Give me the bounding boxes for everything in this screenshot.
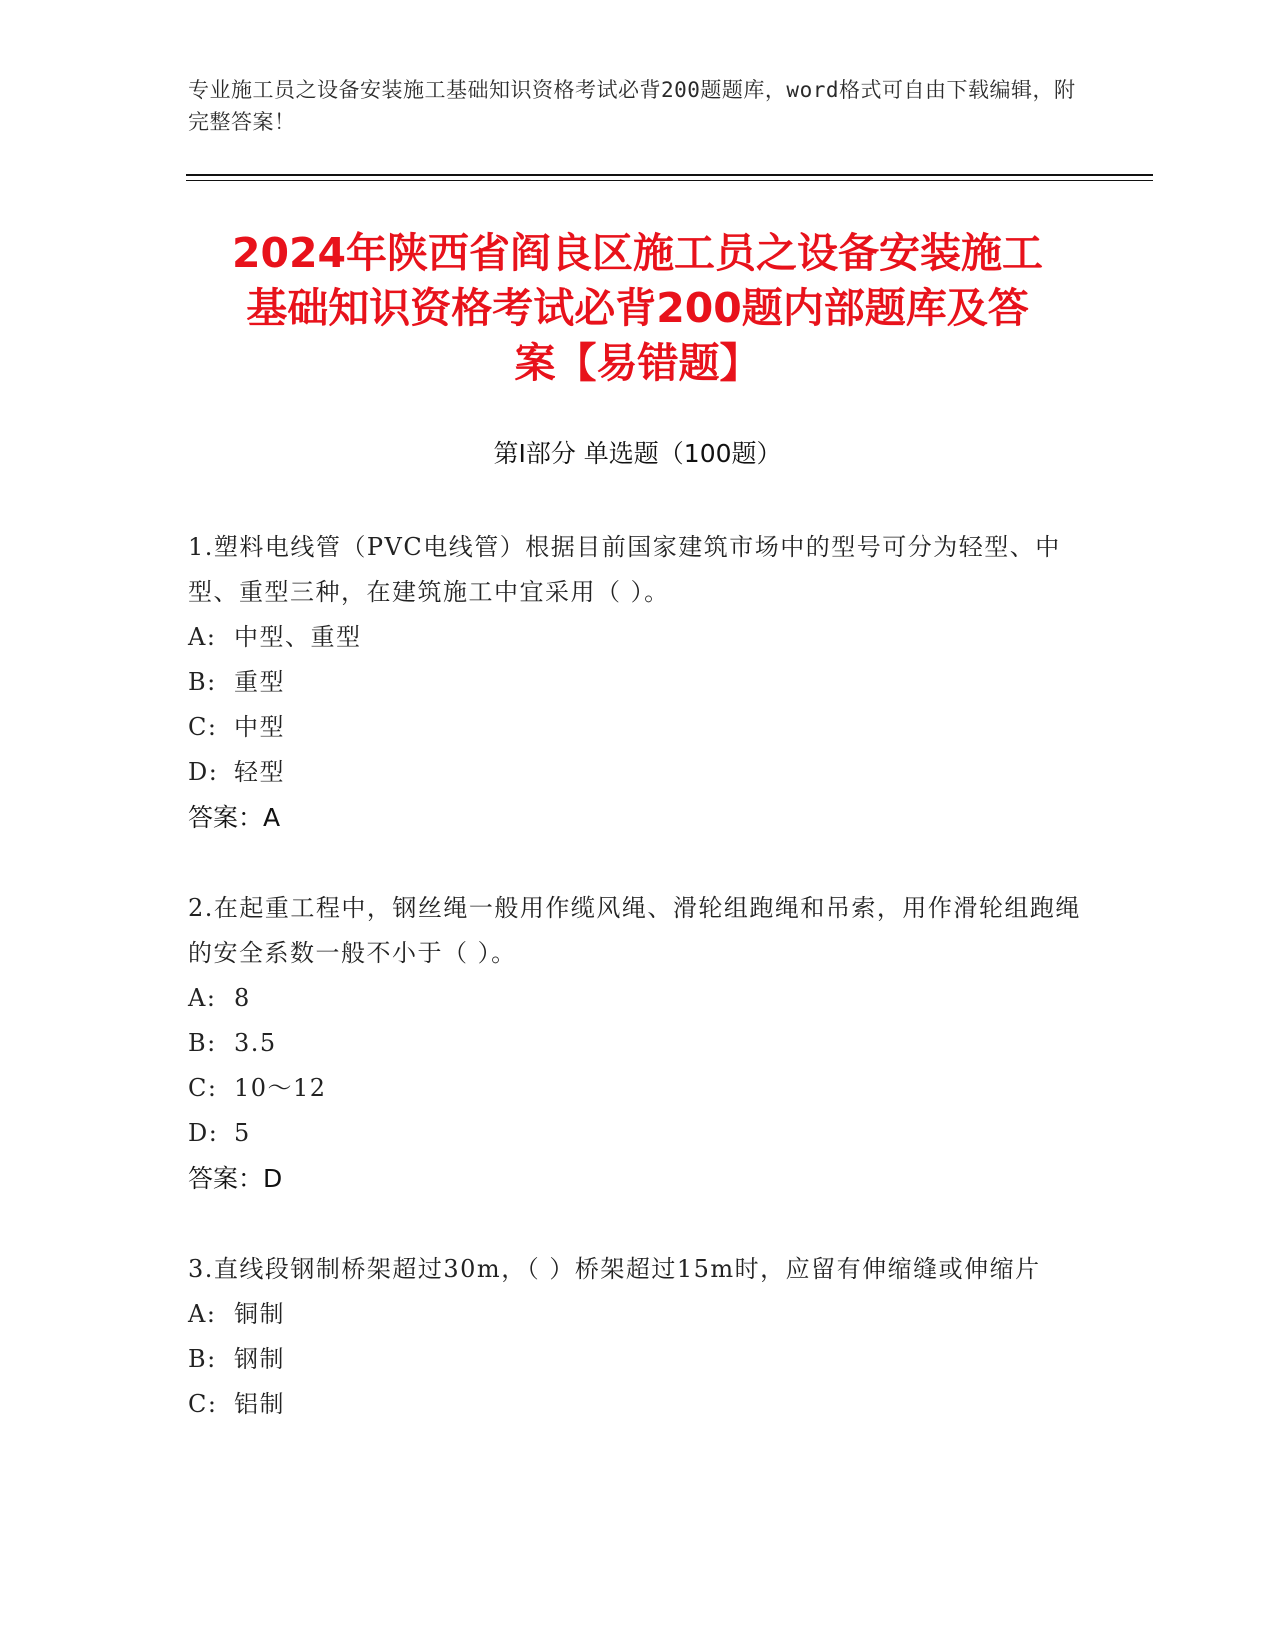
option-text: 3.5 xyxy=(234,1029,277,1057)
question-stem: 2.在起重工程中，钢丝绳一般用作缆风绳、滑轮组跑绳和吊索，用作滑轮组跑绳的安全系数一般不小于（ ）。 xyxy=(188,894,1081,967)
option-c xyxy=(188,1382,1088,1427)
question-2 xyxy=(188,886,1088,1201)
option-b xyxy=(188,1021,1088,1066)
option-c xyxy=(188,1066,1088,1111)
option-c xyxy=(188,705,1088,750)
option-text: 8 xyxy=(234,984,251,1012)
option-text: 中型 xyxy=(234,713,285,741)
header-rule-thin xyxy=(186,180,1153,181)
option-a xyxy=(188,1292,1088,1337)
option-key: C: xyxy=(188,1074,218,1102)
option-d xyxy=(188,750,1088,795)
title-line: 2024年陕西省阎良区施工员之设备安装施工 xyxy=(231,229,1044,277)
option-b xyxy=(188,660,1088,705)
option-text: 铜制 xyxy=(234,1300,285,1328)
question-stem: 1.塑料电线管（PVC电线管）根据目前国家建筑市场中的型号可分为轻型、中型、重型三种，在建筑施工中宜采用（ ）。 xyxy=(188,533,1061,606)
question-stem: 3.直线段钢制桥架超过30m，（ ）桥架超过15m时，应留有伸缩缝或伸缩片 xyxy=(188,1255,1041,1283)
question-list xyxy=(188,525,1088,1473)
option-text: 铝制 xyxy=(234,1390,285,1418)
option-a xyxy=(188,615,1088,660)
option-key: D: xyxy=(188,1119,219,1147)
option-b xyxy=(188,1337,1088,1382)
option-key: A: xyxy=(188,623,217,651)
option-text: 10～12 xyxy=(234,1074,327,1102)
option-key: D: xyxy=(188,758,219,786)
option-key: A: xyxy=(188,1300,217,1328)
option-text: 轻型 xyxy=(234,758,285,786)
option-d xyxy=(188,1111,1088,1156)
option-text: 中型、重型 xyxy=(234,623,362,651)
question-1 xyxy=(188,525,1088,840)
header-rule-thick xyxy=(186,174,1153,176)
intro-text: 专业施工员之设备安装施工基础知识资格考试必背200题题库，word格式可自由下载编辑，附完整答案！ xyxy=(188,78,1076,134)
document-title xyxy=(150,226,1125,391)
option-key: C: xyxy=(188,713,218,741)
option-key: B: xyxy=(188,1345,217,1373)
title-line: 案【易错题】 xyxy=(514,339,761,387)
option-key: B: xyxy=(188,1029,217,1057)
section-heading: 第Ⅰ部分 单选题（100题） xyxy=(493,439,782,468)
option-key: A: xyxy=(188,984,217,1012)
option-a xyxy=(188,976,1088,1021)
question-answer: 答案：D xyxy=(188,1164,283,1193)
option-key: B: xyxy=(188,668,217,696)
option-text: 重型 xyxy=(234,668,285,696)
option-key: C: xyxy=(188,1390,218,1418)
question-answer: 答案：A xyxy=(188,803,281,832)
option-text: 钢制 xyxy=(234,1345,285,1373)
title-line: 基础知识资格考试必背200题内部题库及答 xyxy=(246,284,1029,332)
option-text: 5 xyxy=(234,1119,251,1147)
question-3 xyxy=(188,1247,1088,1427)
